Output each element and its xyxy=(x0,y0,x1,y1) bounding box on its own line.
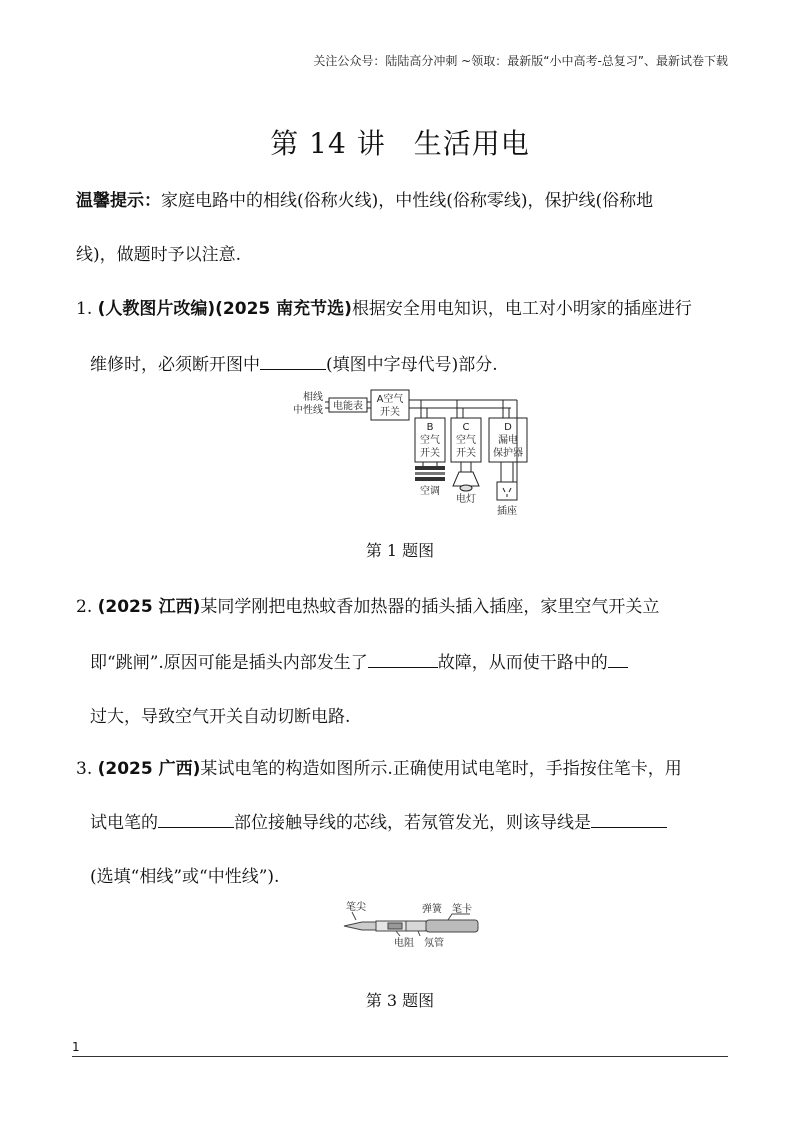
q3-caption: 第 3 题图 xyxy=(365,991,435,1010)
label-d-line2: 保护器 xyxy=(493,448,523,459)
label-live: 相线 xyxy=(303,392,323,403)
q2-line-2 xyxy=(90,648,628,673)
label-socket: 插座 xyxy=(497,506,517,517)
label-meter: 电能表 xyxy=(333,401,363,412)
aircon-icon xyxy=(415,466,445,481)
label-d-letter: D xyxy=(504,422,512,433)
label-neutral: 中性线 xyxy=(293,405,323,416)
q2-answer-blank-2[interactable] xyxy=(608,651,628,668)
q2-source: (2025 江西) xyxy=(97,597,201,617)
q2-text-2a: 即“跳闸”.原因可能是插头内部发生了 xyxy=(90,653,368,673)
label-lamp: 电灯 xyxy=(456,494,476,505)
label-b-letter: B xyxy=(426,422,434,433)
q1-circuit-diagram xyxy=(285,386,535,522)
q3-test-pen-diagram xyxy=(330,898,490,954)
q2-line-1 xyxy=(76,592,659,617)
label-pen-tip: 笔尖 xyxy=(346,902,366,913)
q1-line-2 xyxy=(90,350,498,375)
q3-text-2a: 试电笔的 xyxy=(90,813,158,833)
q1-answer-blank[interactable] xyxy=(260,353,326,370)
q3-answer-blank-1[interactable] xyxy=(158,811,234,828)
label-resistor: 电阻 xyxy=(394,938,414,949)
title-topic: 生活用电 xyxy=(413,127,530,160)
label-d-line1: 漏电 xyxy=(498,435,518,446)
socket-icon xyxy=(497,482,517,500)
tip-line-2: 线)，做题时予以注意. xyxy=(76,245,242,265)
label-c-line1: 空气 xyxy=(456,435,476,446)
label-aircon: 空调 xyxy=(420,486,440,497)
label-c-line2: 开关 xyxy=(456,448,476,459)
label-b-line1: 空气 xyxy=(420,435,440,446)
q1-caption: 第 1 题图 xyxy=(365,541,435,560)
q2-line-3: 过大，导致空气开关自动切断电路. xyxy=(90,707,351,727)
q3-line-2 xyxy=(90,808,667,833)
label-b-line2: 开关 xyxy=(420,448,440,459)
tip-line-1 xyxy=(76,186,653,211)
label-a1: A空气 xyxy=(376,394,404,405)
q1-source: (人教图片改编)(2025 南充节选) xyxy=(97,299,352,319)
q3-answer-blank-2[interactable] xyxy=(591,811,667,828)
q3-text-2b: 部位接触导线的芯线，若氖管发光，则该导线是 xyxy=(234,813,591,833)
tip-text-1: 家庭电路中的相线(俗称火线)，中性线(俗称零线)，保护线(俗称地 xyxy=(161,191,654,211)
header-note: 关注公众号：陆陆高分冲刺 ~领取：最新版“小中高考-总复习”、最新试卷下载 xyxy=(313,54,728,68)
title-lecture: 第 14 讲 xyxy=(270,127,386,160)
q3-text-1: 某试电笔的构造如图所示.正确使用试电笔时，手指按住笔卡，用 xyxy=(200,759,682,779)
q1-text-2b: (填图中字母代号)部分. xyxy=(326,355,498,375)
label-a2: 开关 xyxy=(380,407,400,418)
q2-answer-blank-1[interactable] xyxy=(368,651,438,668)
tip-label: 温馨提示： xyxy=(76,191,161,211)
q1-text-2a: 维修时，必须断开图中 xyxy=(90,355,260,375)
label-clip: 笔卡 xyxy=(452,904,472,915)
q1-text-1: 根据安全用电知识，电工对小明家的插座进行 xyxy=(351,299,692,319)
q2-text-2b: 故障，从而使干路中的 xyxy=(437,653,608,673)
q3-line-1 xyxy=(76,754,682,779)
q2-number: 2. xyxy=(76,597,98,617)
footer-divider xyxy=(72,1056,728,1057)
q1-line-1 xyxy=(76,294,692,319)
q3-line-3: (选填“相线”或“中性线”). xyxy=(90,867,280,887)
page-title xyxy=(0,122,800,162)
q2-text-1: 某同学刚把电热蚊香加热器的插头插入插座，家里空气开关立 xyxy=(200,597,660,617)
label-spring: 弹簧 xyxy=(422,904,442,915)
label-neon: 氖管 xyxy=(424,938,444,949)
page-number: 1 xyxy=(72,1040,80,1054)
q1-number: 1. xyxy=(76,299,98,319)
q3-number: 3. xyxy=(76,759,98,779)
label-c-letter: C xyxy=(462,422,470,433)
lamp-icon xyxy=(453,472,479,491)
q3-source: (2025 广西) xyxy=(97,759,201,779)
